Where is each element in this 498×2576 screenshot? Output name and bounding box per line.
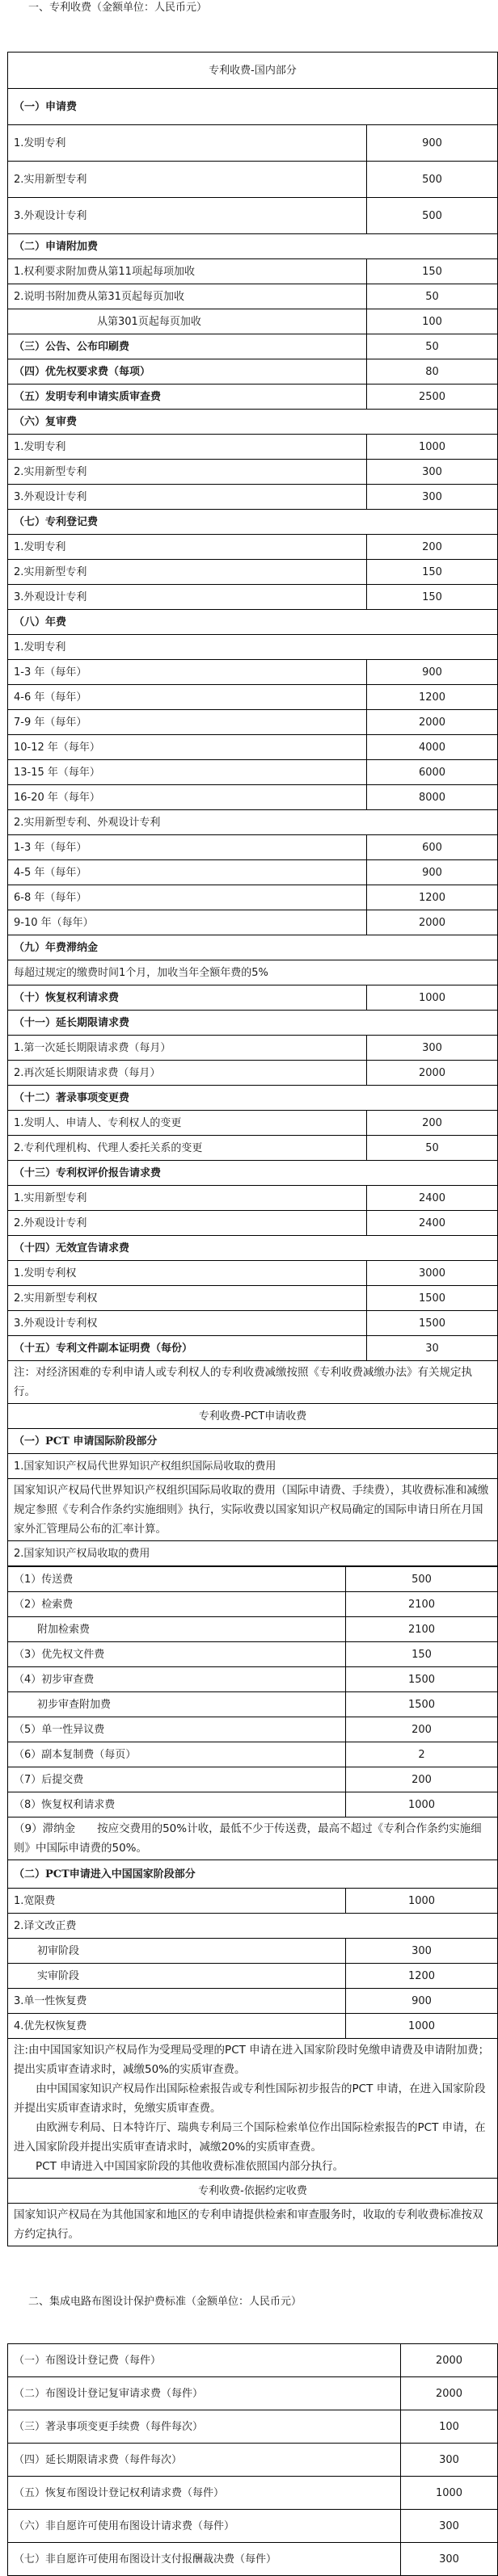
late-fee-note: 每超过规定的缴费时间1个月，加收当年全额年费的5% bbox=[8, 960, 498, 985]
table-row: 3.外观设计专利 300 bbox=[8, 485, 498, 510]
table-row: 3.外观设计专利权 1500 bbox=[8, 1311, 498, 1336]
table-row: 2.实用新型专利 500 bbox=[8, 162, 498, 198]
table-row: （四）优先权要求费（每项） 80 bbox=[8, 359, 498, 385]
table-row: （5）单一性异议费 200 bbox=[8, 1717, 498, 1742]
table-row: （七）非自愿许可使用布图设计支付报酬裁决费（每件） 300 bbox=[8, 2543, 498, 2576]
table-row: 1.发明专利 200 bbox=[8, 535, 498, 560]
table-row: （8）恢复权利请求费 1000 bbox=[8, 1792, 498, 1817]
table-row: 1.发明专利 1000 bbox=[8, 435, 498, 460]
table-row: （五）恢复布图设计登记权利请求费（每件） 1000 bbox=[8, 2477, 498, 2510]
table-row: 1.发明专利权 3000 bbox=[8, 1261, 498, 1286]
group-title: （八）年费 bbox=[8, 610, 498, 635]
table-row: 3.单一性恢复费 900 bbox=[8, 1989, 498, 2014]
group-title: （九）年费滞纳金 bbox=[8, 935, 498, 960]
table-row: （三）著录事项变更手续费（每件每次） 100 bbox=[8, 2410, 498, 2444]
table-row: （二）布图设计登记复审请求费（每件） 2000 bbox=[8, 2377, 498, 2410]
subgroup-title: 2.译文改正费 bbox=[8, 1914, 498, 1939]
table-row: 4.优先权恢复费 1000 bbox=[8, 2014, 498, 2039]
table-row: （一）布图设计登记费（每件） 2000 bbox=[8, 2344, 498, 2377]
table-row: 2.实用新型专利 150 bbox=[8, 560, 498, 585]
table-row: 3.外观设计专利 500 bbox=[8, 198, 498, 234]
table-row: （1）传送费 500 bbox=[8, 1567, 498, 1592]
table-row: 从第301页起每页加收 100 bbox=[8, 309, 498, 334]
table-row: 16-20 年（每年） 8000 bbox=[8, 785, 498, 810]
table-row: 2.实用新型专利 300 bbox=[8, 460, 498, 485]
table-row: （十）恢复权利请求费 1000 bbox=[8, 985, 498, 1011]
table-row: 13-15 年（每年） 6000 bbox=[8, 760, 498, 785]
table-row: 1.发明专利 900 bbox=[8, 125, 498, 162]
table-row: （2）检索费 2100 bbox=[8, 1592, 498, 1617]
group-title: （一）申请费 bbox=[8, 89, 498, 125]
group-title: （六）复审费 bbox=[8, 410, 498, 435]
table-row: 4-6 年（每年） 1200 bbox=[8, 685, 498, 710]
group-title: （十一）延长期限请求费 bbox=[8, 1011, 498, 1036]
pct-national-notes: 注:由中国国家知识产权局作为受理局受理的PCT 申请在进入国家阶段时免缴申请费及申请附加费；提出实质审查请求时，减缴50%的实质审查费。 由中国国家知识产权局作出国际检索报告或专利性国际初步报告的PCT 申请，在进入国家阶段并提出实质审查请求时，免缴实质审查费。 由欧洲专利局、日本特许厅、瑞典专利局三个国际检索单位作出国际检索报告的PCT 申请，在进入国家阶段并提出实质审查请求时，减缴20%的实质审查费。 PCT 申请进入中国国家阶段的其他收费标准依照国内部分执行。 bbox=[8, 2039, 498, 2179]
table-row: （十五）专利文件副本证明费（每份） 30 bbox=[8, 1336, 498, 1361]
table-row: （6）副本复制费（每页） 2 bbox=[8, 1742, 498, 1767]
table-row: 1.宽限费 1000 bbox=[8, 1889, 498, 1914]
subgroup-title: 1.国家知识产权局代世界知识产权组织国际局收取的费用 bbox=[8, 1454, 498, 1479]
group-title: （一）PCT 申请国际阶段部分 bbox=[8, 1429, 498, 1454]
subgroup-title: 1.发明专利 bbox=[8, 635, 498, 660]
table-row: 实审阶段 1200 bbox=[8, 1964, 498, 1989]
pct-header: 专利收费-PCT申请收费 bbox=[8, 1404, 498, 1429]
agreed-text: 国家知识产权局在为其他国家和地区的专利申请提供检索和审查服务时，收取的专利收费标准按双方约定执行。 bbox=[8, 2204, 498, 2246]
table-row: （六）非自愿许可使用布图设计请求费（每件） 300 bbox=[8, 2510, 498, 2543]
table-row: 1-3 年（每年） 900 bbox=[8, 660, 498, 685]
group-title: （二）申请附加费 bbox=[8, 234, 498, 259]
pct-fee-table bbox=[7, 1566, 498, 2246]
group-title: （十三）专利权评价报告请求费 bbox=[8, 1161, 498, 1186]
domestic-note: 注：对经济困难的专利申请人或专利权人的专利收费减缴按照《专利收费减缴办法》有关规定执行。 bbox=[8, 1361, 498, 1404]
ic-layout-fee-table bbox=[7, 2343, 498, 2576]
pct-late-fee-text: （9）滞纳金 按应交费用的50%计收，最低不少于传送费，最高不超过《专利合作条约实施细则》中国际申请费的50%。 bbox=[8, 1817, 498, 1860]
patent-fee-table bbox=[7, 52, 498, 1566]
table-row: （3）优先权文件费 150 bbox=[8, 1642, 498, 1667]
table-row: 4-5 年（每年） 900 bbox=[8, 860, 498, 885]
subgroup-title: 2.实用新型专利、外观设计专利 bbox=[8, 810, 498, 835]
table-row: （四）延长期限请求费（每件每次） 300 bbox=[8, 2444, 498, 2477]
table-row: 1.实用新型专利 2400 bbox=[8, 1186, 498, 1211]
section2-title: 二、集成电路布图设计保护费标准（金额单位：人民币元） bbox=[28, 2296, 302, 2308]
agreed-header: 专利收费-依据约定收费 bbox=[8, 2179, 498, 2204]
table-row: 3.外观设计专利 150 bbox=[8, 585, 498, 610]
domestic-header: 专利收费-国内部分 bbox=[8, 53, 498, 89]
table-row: 6-8 年（每年） 1200 bbox=[8, 885, 498, 910]
table-row: 9-10 年（每年） 2000 bbox=[8, 910, 498, 935]
table-row: 2.专利代理机构、代理人委托关系的变更 50 bbox=[8, 1136, 498, 1161]
table-row: 2.实用新型专利权 1500 bbox=[8, 1286, 498, 1311]
section1-title: 一、专利收费（金额单位：人民币元） bbox=[28, 2, 208, 14]
group-title: （十二）著录事项变更费 bbox=[8, 1086, 498, 1111]
table-row: 2.说明书附加费从第31页起每页加收 50 bbox=[8, 284, 498, 309]
table-row: 7-9 年（每年） 2000 bbox=[8, 710, 498, 735]
table-row: 1.第一次延长期限请求费（每月） 300 bbox=[8, 1036, 498, 1061]
group-title: （七）专利登记费 bbox=[8, 510, 498, 535]
subgroup-title: 2.国家知识产权局收取的费用 bbox=[8, 1541, 498, 1566]
group-title: （二）PCT申请进入中国国家阶段部分 bbox=[8, 1860, 498, 1889]
table-row: （三）公告、公布印刷费 50 bbox=[8, 334, 498, 359]
table-row: 1-3 年（每年） 600 bbox=[8, 835, 498, 860]
table-row: 2.外观设计专利 2400 bbox=[8, 1211, 498, 1236]
group-title: （十四）无效宣告请求费 bbox=[8, 1236, 498, 1261]
table-row: 初步审查附加费 1500 bbox=[8, 1692, 498, 1717]
table-row: 10-12 年（每年） 4000 bbox=[8, 735, 498, 760]
table-row: （五）发明专利申请实质审查费 2500 bbox=[8, 385, 498, 410]
table-row: 附加检索费 2100 bbox=[8, 1617, 498, 1642]
table-row: 2.再次延长期限请求费（每月） 2000 bbox=[8, 1061, 498, 1086]
table-row: 1.发明人、申请人、专利权人的变更 200 bbox=[8, 1111, 498, 1136]
table-row: 初审阶段 300 bbox=[8, 1939, 498, 1964]
table-row: （7）后提交费 200 bbox=[8, 1767, 498, 1792]
table-row: （4）初步审查费 1500 bbox=[8, 1667, 498, 1692]
table-row: 1.权利要求附加费从第11项起每项加收 150 bbox=[8, 259, 498, 284]
pct-intl-fee-text: 国家知识产权局代世界知识产权组织国际局收取的费用（国际申请费、手续费），其收费标准和减缴规定参照《专利合作条约实施细则》执行，实际收费以国家知识产权局确定的国际申请日所在月国家外汇管理局公布的汇率计算。 bbox=[8, 1479, 498, 1541]
